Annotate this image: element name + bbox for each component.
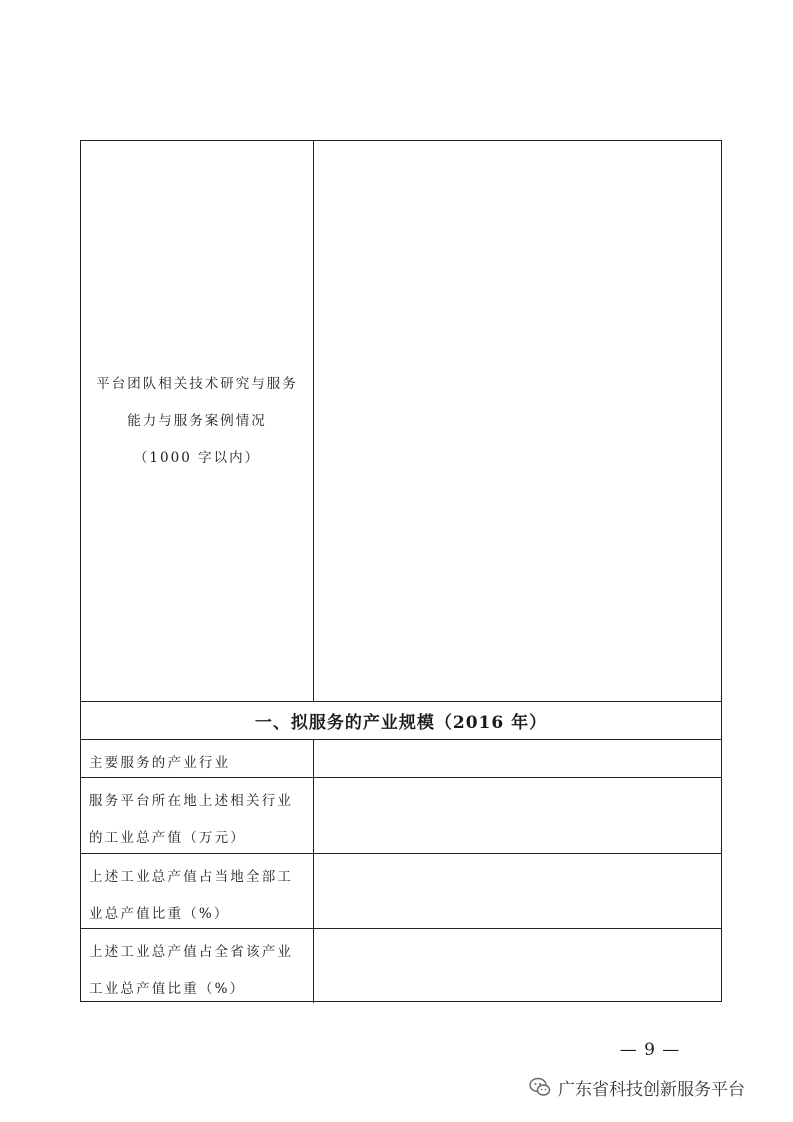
- row-label-line: 服务平台所在地上述相关行业: [89, 793, 294, 809]
- watermark-text: 广东省科技创新服务平台: [558, 1079, 745, 1100]
- watermark: [528, 1072, 745, 1102]
- row-label-line: 工业总产值比重（%）: [89, 981, 246, 997]
- province-share-label: [89, 934, 311, 1008]
- row-label-line: 上述工业总产值占当地全部工: [89, 869, 294, 885]
- application-form-table: [80, 140, 722, 1002]
- row-label-line: 主要服务的产业行业: [89, 755, 231, 771]
- team-capability-content-field[interactable]: [314, 141, 722, 701]
- local-share-label: [89, 859, 311, 933]
- local-output-value-field[interactable]: [314, 778, 722, 853]
- industry-sector-field[interactable]: [314, 740, 722, 777]
- province-share-field[interactable]: [314, 929, 722, 1002]
- team-capability-label-line1: 平台团队相关技术研究与服务: [96, 375, 298, 392]
- local-output-value-label: [89, 783, 311, 857]
- section-title: 一、拟服务的产业规模（2016 年）: [254, 713, 548, 733]
- row-label-line: 上述工业总产值占全省该产业: [89, 944, 294, 960]
- local-share-field[interactable]: [314, 854, 722, 928]
- team-capability-label-line3: （1000 字以内）: [133, 449, 261, 466]
- team-capability-label-line2: 能力与服务案例情况: [127, 412, 267, 429]
- wechat-icon: [528, 1075, 552, 1099]
- page-number: — 9 —: [619, 1040, 681, 1060]
- row-label-line: 的工业总产值（万元）: [89, 830, 246, 846]
- team-capability-label: [81, 141, 313, 701]
- row-label-line: 业总产值比重（%）: [89, 906, 230, 922]
